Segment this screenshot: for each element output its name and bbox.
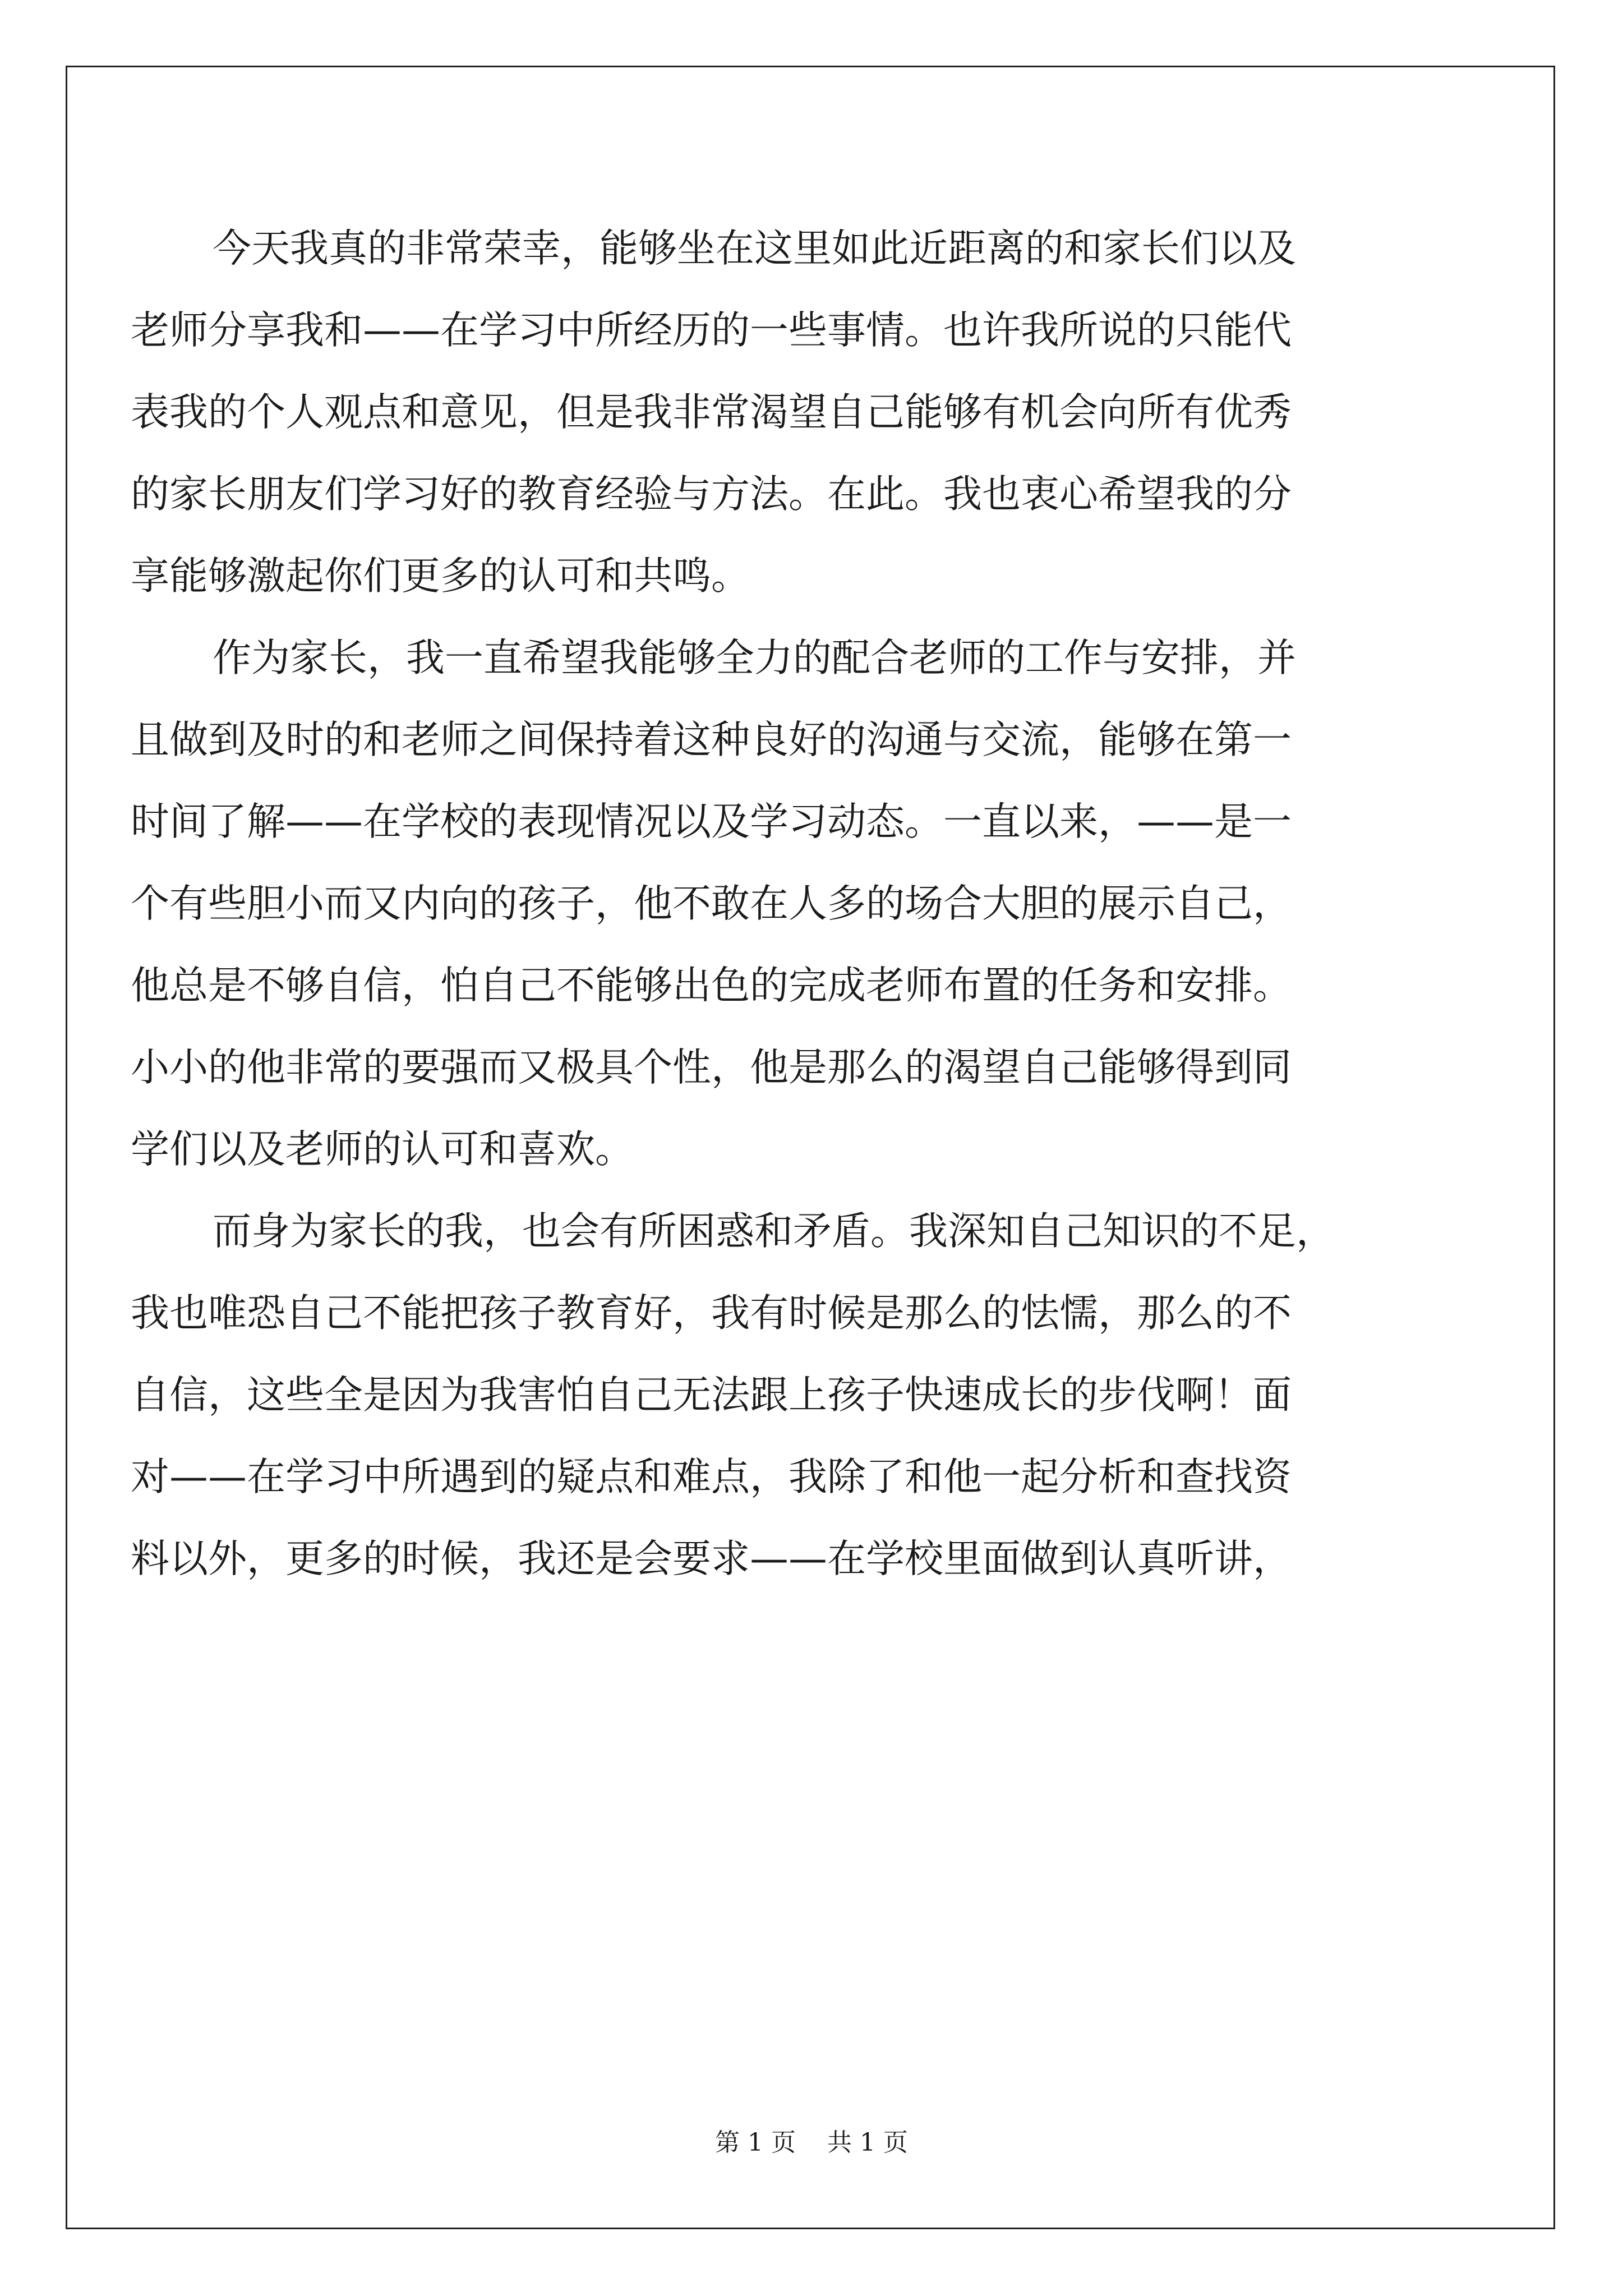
text-line: 享能够激起你们更多的认可和共鸣。 xyxy=(131,554,750,599)
text-line: 小小的他非常的要强而又极具个性，他是那么的渴望自己能够得到同 xyxy=(131,1045,1292,1090)
text-line: 自信，这些全是因为我害怕自己无法跟上孩子快速成长的步伐啊！面 xyxy=(131,1373,1292,1418)
paragraph-2 xyxy=(131,617,1499,1190)
text-line: 而身为家长的我，也会有所困惑和矛盾。我深知自己知识的不足， xyxy=(213,1209,1335,1254)
paragraph-3 xyxy=(131,1190,1499,1600)
text-line: 今天我真的非常荣幸，能够坐在这里如此近距离的和家长们以及 xyxy=(213,226,1296,271)
document-body xyxy=(131,208,1499,1600)
text-line: 料以外，更多的时候，我还是会要求——在学校里面做到认真听讲， xyxy=(131,1536,1292,1581)
page-number-footer: 第 1 页 共 1 页 xyxy=(715,2128,908,2157)
text-line: 且做到及时的和老师之间保持着这种良好的沟通与交流，能够在第一 xyxy=(131,717,1292,762)
text-line: 的家长朋友们学习好的教育经验与方法。在此。我也衷心希望我的分 xyxy=(131,472,1292,517)
text-line: 学们以及老师的认可和喜欢。 xyxy=(131,1127,634,1172)
text-line: 对——在学习中所遇到的疑点和难点，我除了和他一起分析和查找资 xyxy=(131,1455,1292,1499)
text-line: 时间了解——在学校的表现情况以及学习动态。一直以来，——是一 xyxy=(131,799,1292,844)
text-line: 表我的个人观点和意见，但是我非常渴望自己能够有机会向所有优秀 xyxy=(131,390,1292,435)
text-line: 个有些胆小而又内向的孩子，他不敢在人多的场合大胆的展示自己， xyxy=(131,881,1292,926)
paragraph-1 xyxy=(131,208,1499,617)
text-line: 他总是不够自信，怕自己不能够出色的完成老师布置的任务和安排。 xyxy=(131,963,1292,1008)
text-line: 我也唯恐自己不能把孩子教育好，我有时候是那么的怯懦，那么的不 xyxy=(131,1291,1292,1336)
text-line: 作为家长，我一直希望我能够全力的配合老师的工作与安排，并 xyxy=(213,636,1296,680)
text-line: 老师分享我和——在学习中所经历的一些事情。也许我所说的只能代 xyxy=(131,308,1292,353)
